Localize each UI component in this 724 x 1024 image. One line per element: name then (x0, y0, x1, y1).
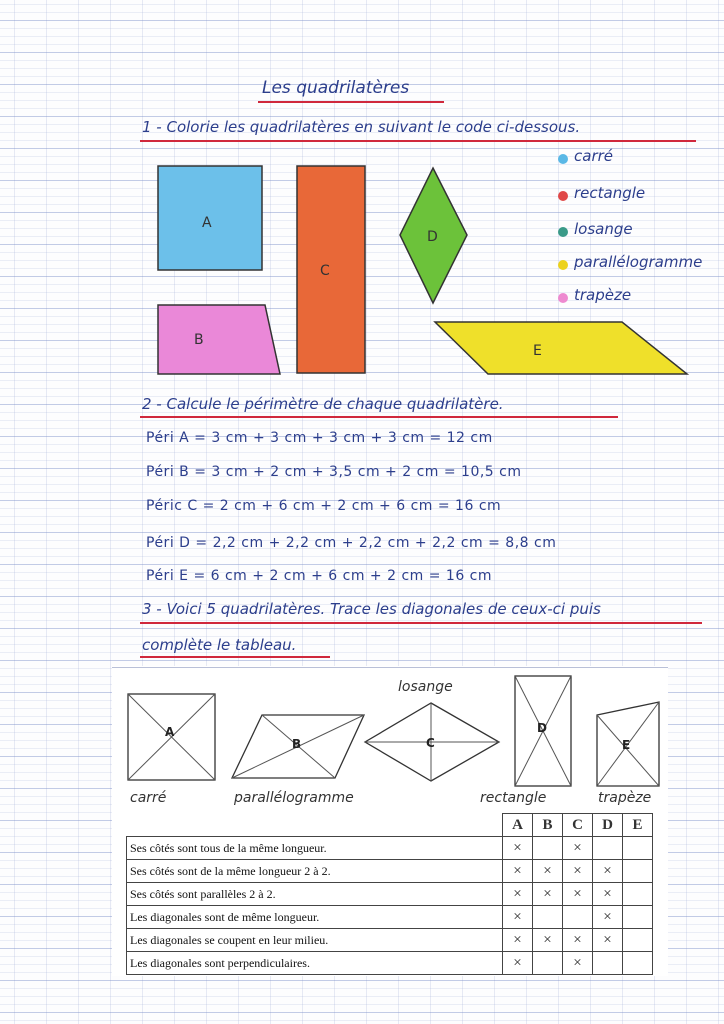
legend-label-rectangle: rectangle (574, 184, 646, 202)
question-1: 1 - Colorie les quadrilatères en suivant le code ci-dessous. (142, 118, 581, 136)
properties-table (126, 813, 653, 975)
label-carre: carré (130, 790, 167, 806)
property-label: Les diagonales sont de même longueur. (127, 906, 503, 929)
shape-d-letter: D (427, 229, 438, 245)
table-row (127, 837, 653, 860)
cell-mark[interactable]: × (593, 906, 623, 929)
cell-mark[interactable]: × (503, 860, 533, 883)
cell-mark[interactable]: × (563, 837, 593, 860)
cell-mark[interactable] (533, 952, 563, 975)
table-row (127, 883, 653, 906)
property-label: Ses côtés sont tous de la même longueur. (127, 837, 503, 860)
page-title: Les quadrilatères (262, 78, 410, 98)
label-rectangle: rectangle (480, 790, 547, 806)
diagram-letter-d: D (537, 721, 547, 735)
perimeter-line-e: Péri E = 6 cm + 2 cm + 6 cm + 2 cm = 16 cm (146, 568, 493, 584)
diagram-letter-a: A (165, 725, 175, 739)
cell-mark[interactable]: × (593, 883, 623, 906)
cell-mark[interactable]: × (533, 860, 563, 883)
legend-label-carre: carré (574, 147, 614, 165)
property-label: Ses côtés sont parallèles 2 à 2. (127, 883, 503, 906)
property-label: Les diagonales sont perpendiculaires. (127, 952, 503, 975)
table-col-header-e: E (623, 814, 653, 837)
perimeter-line-b: Péri B = 3 cm + 2 cm + 3,5 cm + 2 cm = 10,5 cm (146, 464, 522, 480)
table-row (127, 952, 653, 975)
shape-a-letter: A (202, 215, 212, 231)
cell-mark[interactable]: × (503, 837, 533, 860)
label-losange: losange (398, 679, 453, 695)
table-corner (127, 814, 503, 837)
property-label: Ses côtés sont de la même longueur 2 à 2. (127, 860, 503, 883)
legend-label-parallelogramme: parallélogramme (574, 253, 703, 271)
cell-mark[interactable] (623, 952, 653, 975)
cell-mark[interactable] (593, 952, 623, 975)
shape-b-letter: B (194, 332, 204, 348)
table-header-row (127, 814, 653, 837)
table-row (127, 860, 653, 883)
cell-mark[interactable]: × (593, 860, 623, 883)
diagram-letter-b: B (292, 737, 302, 751)
table-row (127, 906, 653, 929)
label-parallelogramme: parallélogramme (234, 790, 354, 806)
table-col-header-a: A (503, 814, 533, 837)
cell-mark[interactable]: × (563, 860, 593, 883)
shape-e-letter: E (533, 343, 542, 359)
cell-mark[interactable] (623, 860, 653, 883)
cell-mark[interactable] (623, 906, 653, 929)
cell-mark[interactable]: × (563, 883, 593, 906)
cell-mark[interactable]: × (533, 883, 563, 906)
cell-mark[interactable]: × (503, 952, 533, 975)
cell-mark[interactable]: × (593, 929, 623, 952)
property-label: Les diagonales se coupent en leur milieu. (127, 929, 503, 952)
diagram-trapezoid-e (597, 702, 659, 786)
cell-mark[interactable] (623, 883, 653, 906)
diagram-rhombus-c (365, 703, 499, 781)
legend-label-trapeze: trapèze (574, 286, 632, 304)
cell-mark[interactable]: × (563, 952, 593, 975)
cell-mark[interactable] (623, 929, 653, 952)
cell-mark[interactable]: × (503, 883, 533, 906)
diagram-rectangle-d (515, 676, 571, 786)
question-2: 2 - Calcule le périmètre de chaque quadrilatère. (142, 395, 504, 413)
table-row (127, 929, 653, 952)
cell-mark[interactable] (533, 837, 563, 860)
cell-mark[interactable]: × (533, 929, 563, 952)
question-3: 3 - Voici 5 quadrilatères. Trace les diagonales de ceux-ci puis (142, 600, 601, 618)
label-trapeze: trapèze (598, 790, 652, 806)
perimeter-line-a: Péri A = 3 cm + 3 cm + 3 cm + 3 cm = 12 cm (146, 430, 493, 446)
diagram-letter-c: C (426, 736, 435, 750)
table-col-header-d: D (593, 814, 623, 837)
cell-mark[interactable] (593, 837, 623, 860)
question-3-continued: complète le tableau. (142, 636, 297, 654)
cell-mark[interactable]: × (503, 929, 533, 952)
cell-mark[interactable] (563, 906, 593, 929)
table-col-header-c: C (563, 814, 593, 837)
diagram-square-a (128, 694, 215, 780)
cell-mark[interactable]: × (503, 906, 533, 929)
cell-mark[interactable] (623, 837, 653, 860)
perimeter-line-c: Péric C = 2 cm + 6 cm + 2 cm + 6 cm = 16 cm (146, 498, 502, 514)
diagram-letter-e: E (622, 738, 631, 752)
cell-mark[interactable]: × (563, 929, 593, 952)
table-col-header-b: B (533, 814, 563, 837)
shape-c-letter: C (320, 263, 330, 279)
cell-mark[interactable] (533, 906, 563, 929)
perimeter-line-d: Péri D = 2,2 cm + 2,2 cm + 2,2 cm + 2,2 cm = 8,8 cm (146, 535, 557, 551)
legend-label-losange: losange (574, 220, 633, 238)
diagram-parallelogram-b (232, 715, 364, 778)
